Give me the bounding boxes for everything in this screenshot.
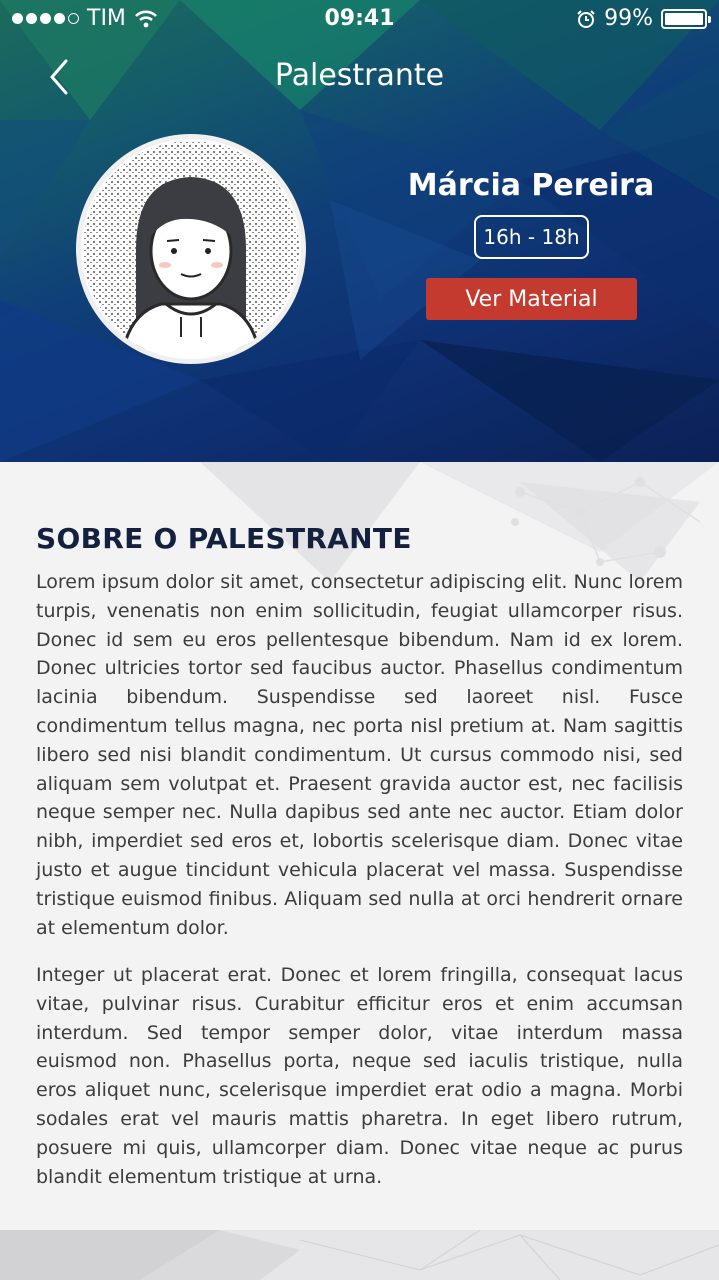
view-material-button[interactable]: Ver Material (426, 278, 637, 320)
battery-icon (661, 9, 707, 29)
about-paragraph-1: Lorem ipsum dolor sit amet, consectetur adipiscing elit. Nunc lorem turpis, venenatis non enim sollicitudin, feugiat ullamcorper risus. Donec id sem eu eros pellentesque bibendum. Nam id ex lorem. Donec ultricies tortor sed faucibus auctor. Phasellus condimentum lacinia bibendum. Suspendisse sed laoreet nisl. Fusce condimentum tellus magna, nec porta nisl pretium at. Nam sagittis libero sed nisi blandit condimentum. Ut cursus commodo nisi, sed aliquam sem volutpat et. Praesent gravida auctor est, nec facilisis neque semper nec. Nulla dapibus sed ante nec auctor. Etiam dolor nibh, imperdiet sed eros et, lobortis scelerisque diam. Donec vitae justo et augue tincidunt vehicula placerat vel massa. Suspendisse tristique euismod finibus. Aliquam sed nulla at orci hendrerit ornare at elementum dolor. (36, 571, 683, 939)
page-title: Palestrante (274, 58, 445, 93)
clock: 09:41 (324, 6, 395, 31)
about-paragraph-2: Integer ut placerat erat. Donec et lorem fringilla, consequat lacus vitae, pulvinar risus. Curabitur efficitur eros et enim accumsan interdum. Sed tempor semper dolor, vitae interdum massa euismod non. Phasellus porta, neque sed iaculis tristique, nulla eros aliquet nunc, scelerisque imperdiet erat odio a magna. Morbi sodales erat vel mauris mattis pharetra. In eget libero rutrum, posuere mi quis, ullamcorper diam. Donec vitae neque ac purus blandit elementum tristique at urna. (36, 964, 683, 1188)
status-bar (0, 0, 719, 40)
carrier-label: TIM (87, 6, 126, 31)
speaker-header (0, 0, 719, 462)
footer-pattern (0, 1230, 719, 1280)
speaker-avatar (76, 134, 306, 364)
footer-section (0, 1230, 719, 1280)
person-avatar-icon (81, 139, 301, 359)
alarm-icon (576, 9, 596, 29)
time-slot-badge: 16h - 18h (474, 215, 589, 259)
battery-percentage: 99% (604, 6, 653, 31)
about-section-title: SOBRE O PALESTRANTE (36, 522, 412, 555)
battery-fill (665, 13, 703, 25)
speaker-name: Márcia Pereira (407, 168, 655, 203)
